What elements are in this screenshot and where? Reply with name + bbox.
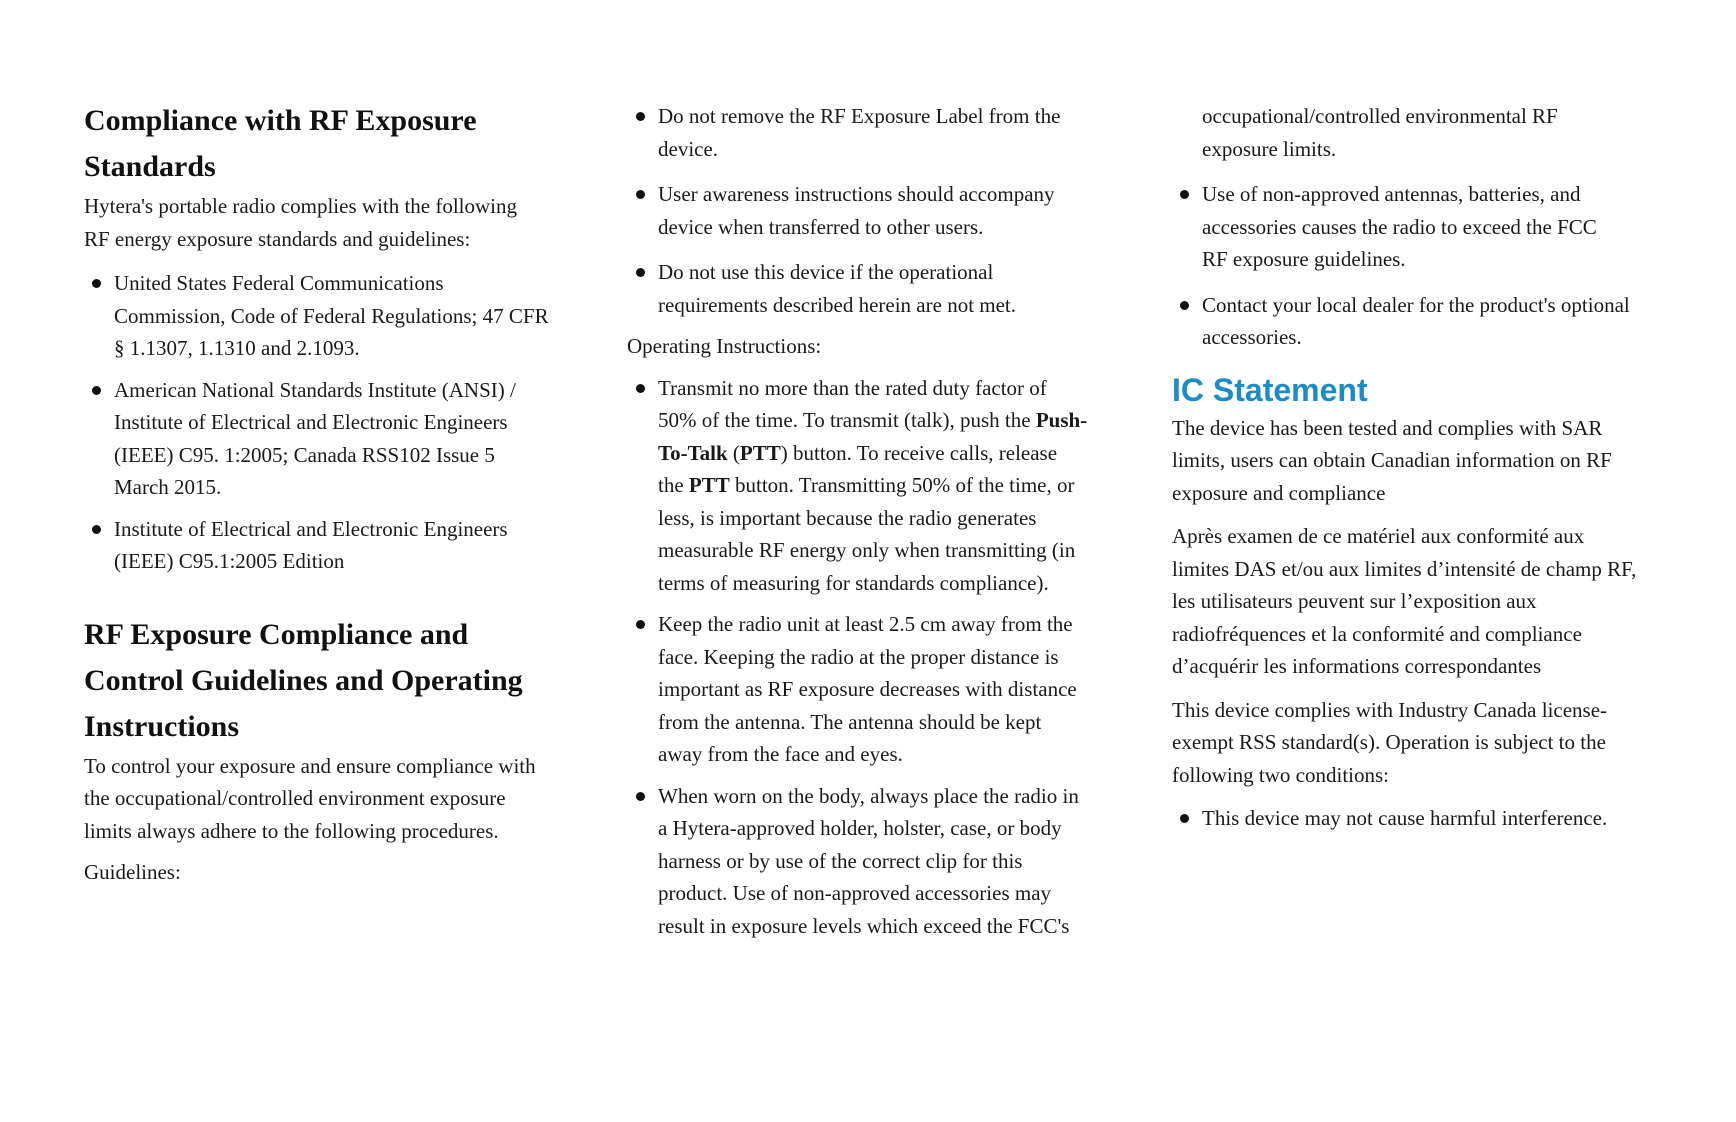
bullet-icon — [636, 112, 645, 121]
list-item: Institute of Electrical and Electronic Engineers (IEEE) C95.1:2005 Edition — [84, 513, 584, 578]
list-item: User awareness instructions should accompany device when transferred to other users. — [628, 178, 1128, 243]
control-paragraph: To control your exposure and ensure compliance with the occupational/controlled environment exposure limits always adhere to the following procedures. — [84, 753, 536, 843]
left-column — [84, 98, 584, 889]
bullet-icon — [636, 190, 645, 199]
middle-column — [628, 100, 1128, 942]
bullet-icon — [636, 268, 645, 277]
bullet-icon — [92, 386, 101, 395]
operating-list — [628, 372, 1128, 943]
list-item: Do not remove the RF Exposure Label from the device. — [628, 100, 1128, 165]
bullet-icon — [1180, 190, 1189, 199]
list-item: Keep the radio unit at least 2.5 cm away from the face. Keeping the radio at the proper distance is important as RF exposure decreases with distance from the antenna. The antenna should be kept away from the face and eyes. — [628, 608, 1128, 771]
bullet-icon — [636, 792, 645, 801]
heading-rf-exposure-guidelines: RF Exposure Compliance and Control Guidelines and Operating Instructions — [84, 617, 523, 743]
guidelines-list — [628, 100, 1128, 321]
list-item: This device may not cause harmful interference. — [1172, 802, 1672, 835]
bullet-icon — [636, 620, 645, 629]
conditions-list — [1172, 802, 1672, 835]
ic-paragraph-3: This device complies with Industry Canada license- exempt RSS standard(s). Operation is subject to the following two conditions: — [1172, 697, 1608, 787]
list-item: United States Federal Communications Commission, Code of Federal Regulations; 47 CFR § 1.1307, 1.1310 and 2.1093. — [84, 267, 584, 365]
bullet-icon — [1180, 301, 1189, 310]
list-item: When worn on the body, always place the radio in a Hytera-approved holder, holster, case, or body harness or by use of the correct clip for this product. Use of non-approved accessories may result in exposure levels which exceed the FCC's — [628, 780, 1128, 943]
list-item: Use of non-approved antennas, batteries, and accessories causes the radio to exceed the FCC RF exposure guidelines. — [1172, 178, 1672, 276]
standards-list — [84, 267, 584, 578]
bullet-icon — [1180, 814, 1189, 823]
intro-paragraph: Hytera's portable radio complies with the following RF energy exposure standards and guidelines: — [84, 194, 518, 251]
list-item-continuation: occupational/controlled environmental RF exposure limits. — [1202, 104, 1558, 161]
bullet-icon — [92, 279, 101, 288]
heading-compliance: Compliance with RF Exposure Standards — [84, 104, 477, 183]
bullet-icon — [636, 384, 645, 393]
operating-instructions-label: Operating Instructions: — [627, 334, 822, 358]
accessories-list — [1172, 178, 1672, 354]
ic-paragraph-1: The device has been tested and complies with SAR limits, users can obtain Canadian information on RF exposure and compliance — [1172, 415, 1612, 505]
ic-paragraph-2: Après examen de ce matériel aux conformité aux limites DAS et/ou aux limites d’intensité de champ RF, les utilisateurs peuvent sur l’exposition aux radiofréquences et la conformité and compliance d’acquérir les informations correspondantes — [1172, 524, 1637, 678]
list-item: Transmit no more than the rated duty factor of 50% of the time. To transmit (talk), push the Push- To-Talk (PTT) button. To receive calls, release the PTT button. Transmitting 50% of the time, or less, is important because the radio generates measurable RF energy only when transmitting (in terms of measuring for standards compliance). — [628, 372, 1128, 600]
guidelines-label: Guidelines: — [84, 860, 181, 884]
heading-ic-statement: IC Statement — [1172, 371, 1368, 408]
list-item: Do not use this device if the operational requirements described herein are not met. — [628, 256, 1128, 321]
list-item: Contact your local dealer for the product's optional accessories. — [1172, 289, 1672, 354]
right-column — [1172, 100, 1672, 835]
bullet-icon — [92, 525, 101, 534]
list-item: American National Standards Institute (ANSI) / Institute of Electrical and Electronic Engineers (IEEE) C95. 1:2005; Canada RSS102 Issue 5 March 2015. — [84, 374, 584, 504]
